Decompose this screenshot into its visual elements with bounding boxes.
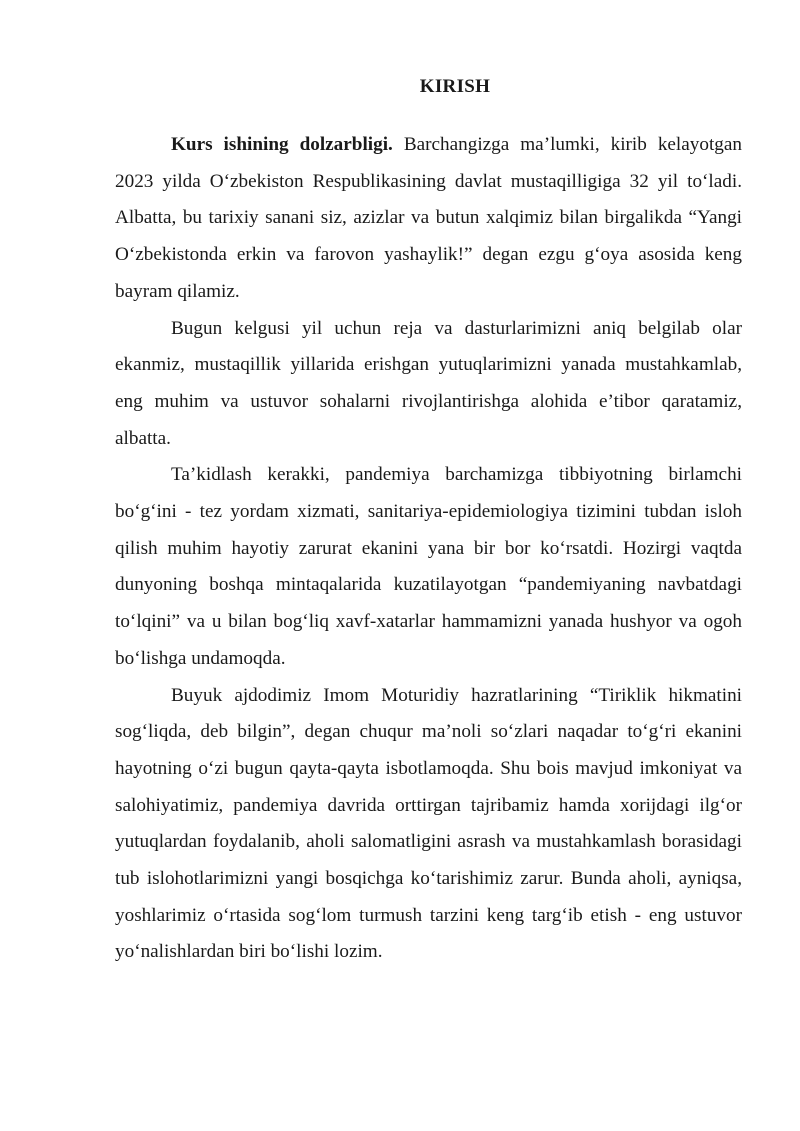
- paragraph-lead: Kurs ishining dolzarbligi.: [171, 134, 393, 155]
- paragraph-relevance: [115, 127, 742, 311]
- document-body: [115, 127, 742, 971]
- paragraph-text: Buyuk ajdodimiz Imom Moturidiy hazratlarining “Tiriklik hikmatini sog‘liqda, deb bilgin”, degan chuqur ma’noli so‘zlari naqadar to‘g‘ri ekanini hayotning o‘zi bugun qayta-qayta isbotlamoqda. Shu bois mavjud imkoniyat va salohiyatimiz, pandemiya davrida orttirgan tajribamiz hamda xorijdagi ilg‘or yutuqlardan foydalanib, aholi salomatligini asrash va mustahkamlash borasidagi tub islohotlarimizni yangi bosqichga ko‘tarishimiz zarur. Bunda aholi, ayniqsa, yoshlarimiz o‘rtasida sog‘lom turmush tarzini keng targ‘ib etish - eng ustuvor yo‘nalishlardan biri bo‘lishi lozim.: [115, 684, 742, 963]
- paragraph-text: Ta’kidlash kerakki, pandemiya barchamizga tibbiyotning birlamchi bo‘g‘ini - tez yordam xizmati, sanitariya-epidemiologiya tizimini tubdan isloh qilish muhim hayotiy zarurat ekanini yana bir bor ko‘rsatdi. Hozirgi vaqtda dunyoning boshqa mintaqalarida kuzatilayotgan “pandemiyaning navbatdagi to‘lqini” va u bilan bog‘liq xavf-xatarlar hammamizni yanada hushyor va ogoh bo‘lishga undamoqda.: [115, 464, 742, 669]
- paragraph-text: Barchangizga ma’lumki, kirib kelayotgan 2023 yilda O‘zbekiston Respublikasining davlat mustaqilligiga 32 yil to‘ladi. Albatta, bu tarixiy sanani siz, azizlar va butun xalqimiz bilan birgalikda “Yangi O‘zbekistonda erkin va farovon yashaylik!” degan ezgu g‘oya asosida keng bayram qilamiz.: [115, 134, 742, 302]
- paragraph-pandemic: [115, 457, 742, 677]
- paragraph-plans: [115, 311, 742, 458]
- paragraph-text: Bugun kelgusi yil uchun reja va dasturlarimizni aniq belgilab olar ekanmiz, mustaqillik yillarida erishgan yutuqlarimizni yanada mustahkamlab, eng muhim va ustuvor sohalarni rivojlantirishga alohida e’tibor qaratamiz, albatta.: [115, 317, 742, 449]
- paragraph-health: [115, 678, 742, 972]
- section-heading: KIRISH: [419, 76, 491, 97]
